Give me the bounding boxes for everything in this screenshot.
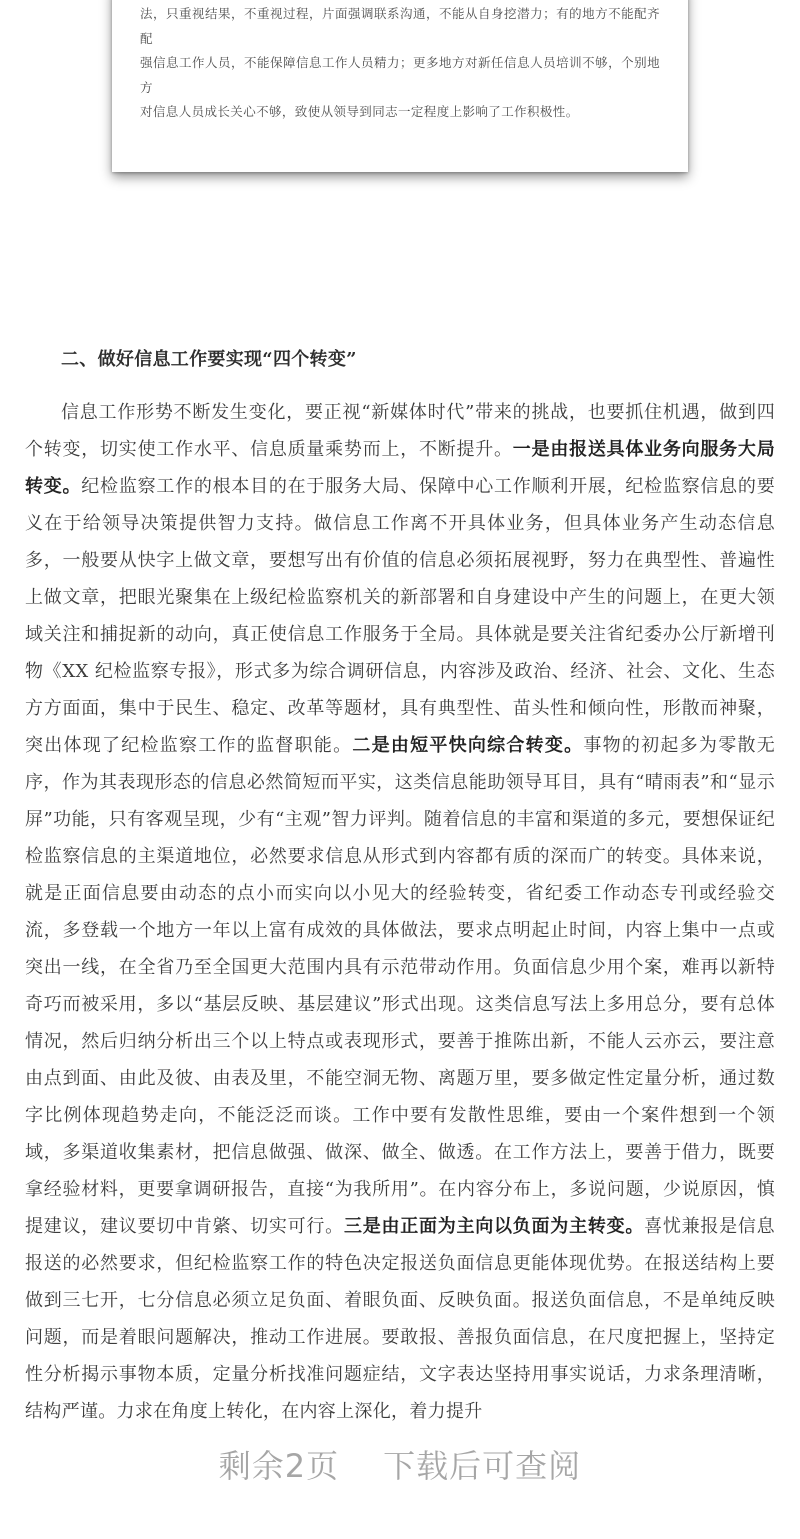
previous-page-text xyxy=(112,0,688,125)
previous-page-preview xyxy=(112,0,688,172)
emphasis-text-run: 二是由短平快向综合转变。 xyxy=(352,735,584,756)
text-run: 事物的初起多为零散无序，作为其表现形态的信息必然简短而平实，这类信息能助领导耳目，具有“晴雨表”和“显示屏”功能，只有客观呈现，少有“主观”智力评判。随着信息的丰富和渠道的多元，要想保证纪检监察信息的主渠道地位，必然要求信息从形式到内容都有质的深而广的转变。具体来说，就是正面信息要由动态的点小而实向以小见大的经验转变，省纪委工作动态专刊或经验交流，多登载一个地方一年以上富有成效的具体做法，要求点明起止时间，内容上集中一点或突出一线，在全省乃至全国更大范围内具有示范带动作用。负面信息少用个案，难再以新特奇巧而被采用，多以“基层反映、基层建议”形式出现。这类信息写法上多用总分，要有总体情况，然后归纳分析出三个以上特点或表现形式，要善于推陈出新，不能人云亦云，要注意由点到面、由此及彼、由表及里，不能空洞无物、离题万里，要多做定性定量分析，通过数字比例体现趋势走向，不能泛泛而谈。工作中要有发散性思维，要由一个案件想到一个领域，多渠道收集素材，把信息做强、做深、做全、做透。在工作方法上，要善于借力，既要拿经验材料，更要拿调研报告，直接“为我所用”。在内容分布上，多说问题，少说原因，慎提建议，建议要切中肯綮、切实可行。 xyxy=(25,735,775,1237)
download-hint-label: 下载后可查阅 xyxy=(383,1447,582,1485)
preview-text-line: 对信息人员成长关心不够，致使从领导到同志一定程度上影响了工作积极性。 xyxy=(140,104,579,119)
preview-text-line: 强信息工作人员，不能保障信息工作人员精力；更多地方对新任信息人员培训不够，个别地方 xyxy=(140,55,660,95)
document-body xyxy=(25,341,775,1430)
emphasis-text-run: 一是由报送具体业务向服务大局转变。 xyxy=(25,439,775,497)
text-run: 纪检监察工作的根本目的在于服务大局、保障中心工作顺利开展，纪检监察信息的要义在于给领导决策提供智力支持。做信息工作离不开具体业务，但具体业务产生动态信息多，一般要从快字上做文章，要想写出有价值的信息必须拓展视野，努力在典型性、普遍性上做文章，把眼光聚集在上级纪检监察机关的新部署和自身建设中产生的问题上，在更大领域关注和捕捉新的动向，真正使信息工作服务于全局。具体就是要关注省纪委办公厅新增刊物《XX 纪检监察专报》，形式多为综合调研信息，内容涉及政治、经济、社会、文化、生态方方面面，集中于民生、稳定、改革等题材，具有典型性、苗头性和倾向性，形散而神聚，突出体现了纪检监察工作的监督职能。 xyxy=(25,476,775,756)
document-paragraph xyxy=(25,394,775,1430)
text-run: 信息工作形势不断发生变化，要正视“新媒体时代”带来的挑战，也要抓住机遇，做到四个转变，切实使工作水平、信息质量乘势而上，不断提升。 xyxy=(25,402,775,460)
pages-remaining-note xyxy=(0,1441,800,1487)
text-run: 喜忧兼报是信息报送的必然要求，但纪检监察工作的特色决定报送负面信息更能体现优势。在报送结构上要做到三七开，七分信息必须立足负面、着眼负面、反映负面。报送负面信息，不是单纯反映问题，而是着眼问题解决，推动工作进展。要敢报、善报负面信息，在尺度把握上，坚持定性分析揭示事物本质，定量分析找准问题症结，文字表达坚持用事实说话，力求条理清晰，结构严谨。力求在角度上转化，在内容上深化，着力提升 xyxy=(25,1216,775,1422)
emphasis-text-run: 三是由正面为主向以负面为主转变。 xyxy=(343,1216,645,1237)
pages-remaining-label: 剩余2页 xyxy=(218,1447,340,1485)
section-heading: 二、做好信息工作要实现“四个转变” xyxy=(61,349,357,370)
preview-text-line: 法，只重视结果，不重视过程，片面强调联系沟通，不能从自身挖潜力；有的地方不能配齐配 xyxy=(140,6,660,46)
